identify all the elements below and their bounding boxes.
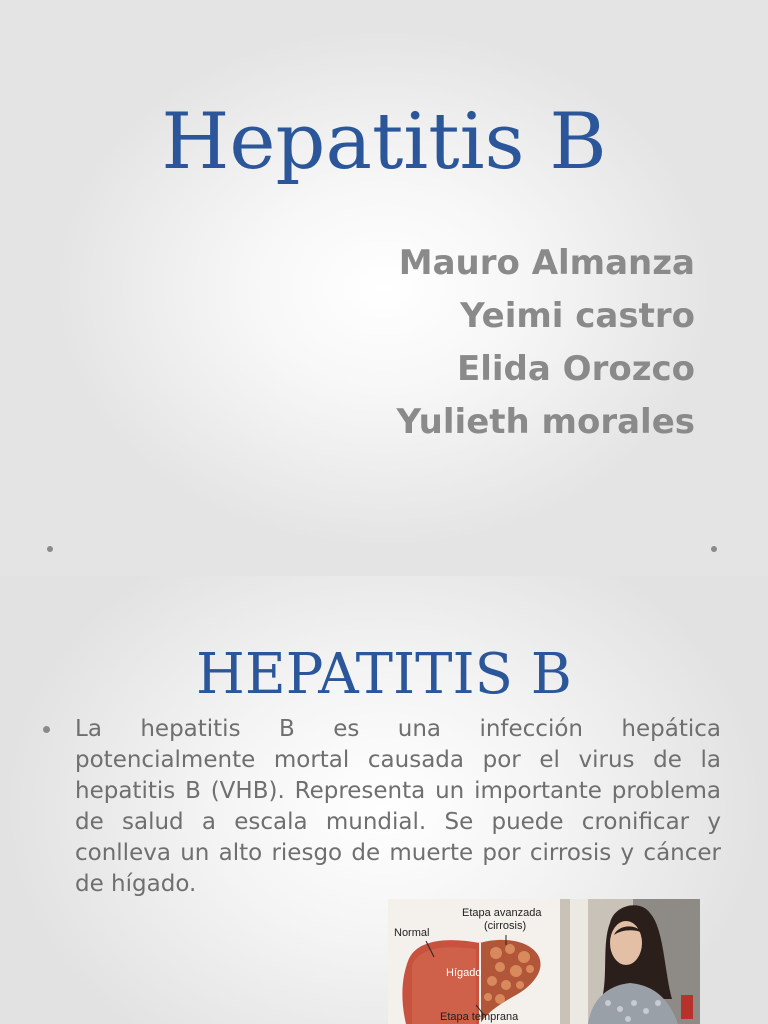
liver-illustration xyxy=(388,899,700,1024)
author-name: Mauro Almanza xyxy=(398,243,695,283)
figure-label-early: Etapa temprana xyxy=(440,1011,519,1023)
liver-diagram-image xyxy=(388,899,700,1024)
figure-label-advanced-sub: (cirrosis) xyxy=(484,920,527,932)
author-name: Yeimi castro xyxy=(460,296,695,336)
bullet-item xyxy=(40,714,721,900)
author-name: Yulieth morales xyxy=(396,402,695,442)
decorative-dot-left xyxy=(47,546,53,552)
author-list xyxy=(397,237,695,449)
slide-title: Hepatitis B xyxy=(161,97,607,187)
figure-label-normal: Normal xyxy=(394,927,430,939)
section-title: HEPATITIS B xyxy=(196,642,572,707)
figure-label-liver: Hígado xyxy=(446,967,482,979)
figure-label-advanced: Etapa avanzada xyxy=(462,907,542,919)
bullet-text: La hepatitis B es una infección hepática potencialmente mortal causada por el virus de la hepatitis B (VHB). Representa un importante problema de salud a escala mundial. Se puede cronificar y conlleva un alto riesgo de muerte por cirrosis y cáncer de hígado. xyxy=(75,716,721,897)
bullet-dot xyxy=(43,726,50,733)
author-name: Elida Orozco xyxy=(457,349,695,389)
decorative-dot-right xyxy=(711,546,717,552)
